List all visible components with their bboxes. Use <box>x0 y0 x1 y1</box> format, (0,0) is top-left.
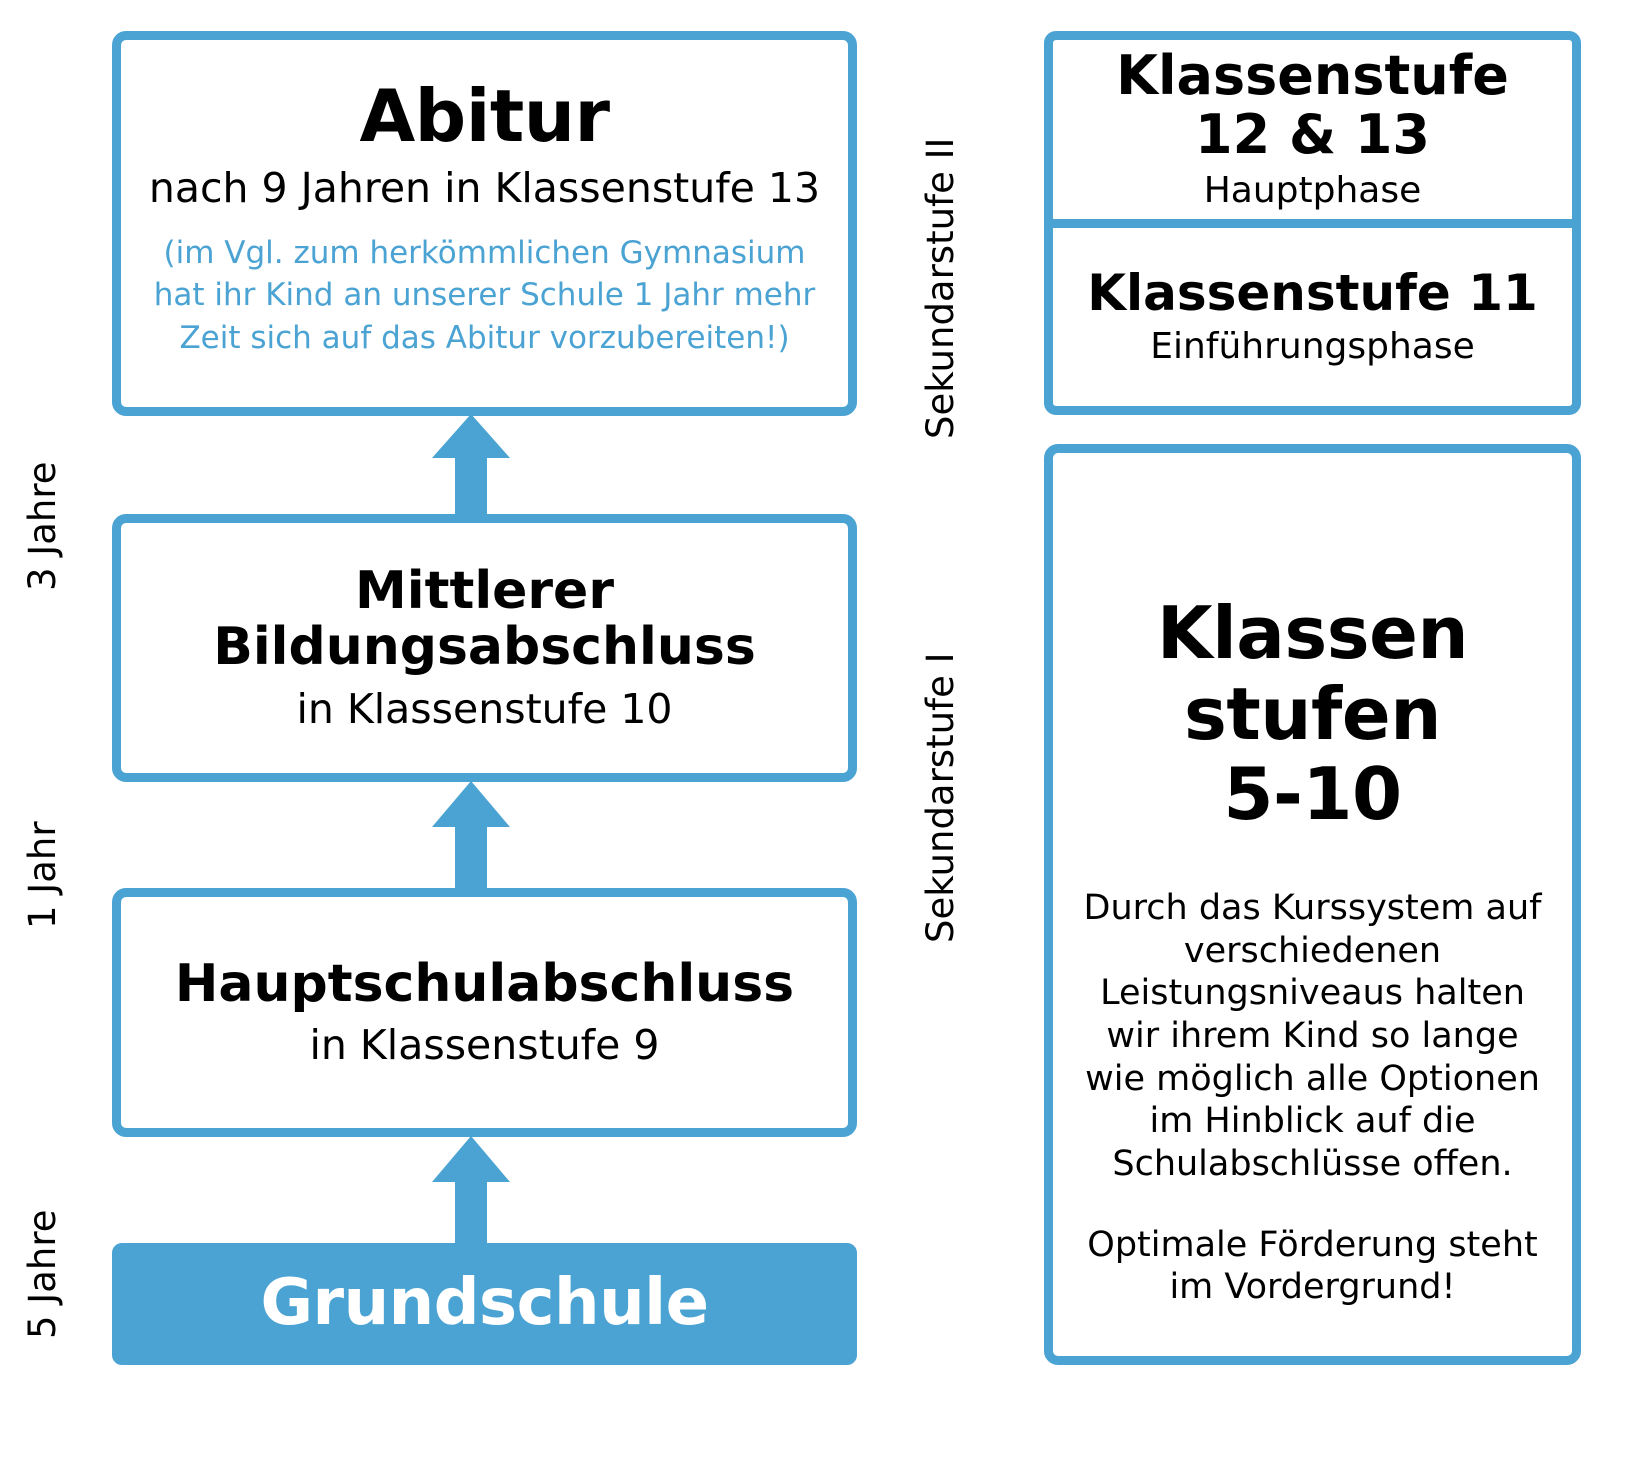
klassenstufen-description <box>1071 887 1554 1309</box>
grundschule-title: Grundschule <box>260 1266 709 1341</box>
klassenstufe-11-title: Klassenstufe 11 <box>1087 264 1538 323</box>
klassenstufe-12-13-subtitle: Hauptphase <box>1203 169 1422 211</box>
abitur-box <box>112 31 857 416</box>
abitur-subtitle: nach 9 Jahren in Klassenstufe 13 <box>148 163 821 212</box>
sekundarstufe-1-box <box>1044 444 1581 1365</box>
klassenstufe-12-13-title-line1: Klassenstufe <box>1116 44 1509 108</box>
arrow-to-mittlerer-bildungsabschluss-icon <box>432 781 510 891</box>
section-label-sekundarstufe-2: Sekundarstufe II <box>919 137 962 439</box>
klassenstufe-12-13-title-line2: 12 & 13 <box>1195 102 1430 166</box>
duration-label-5-jahre: 5 Jahre <box>21 1209 64 1339</box>
mittlerer-title-line1: Mittlerer <box>355 561 614 622</box>
klassenstufen-title-line3: 5-10 <box>1223 752 1402 837</box>
mittlerer-title-line2: Bildungsabschluss <box>213 617 756 678</box>
klassenstufen-title-line2: stufen <box>1184 671 1441 756</box>
arrow-to-hauptschulabschluss-icon <box>432 1136 510 1246</box>
klassenstufen-title-line1: Klassen <box>1156 591 1469 675</box>
mittlerer-bildungsabschluss-box <box>112 514 857 782</box>
section-label-sekundarstufe-1: Sekundarstufe I <box>919 652 962 943</box>
klassenstufe-11-section <box>1053 228 1572 407</box>
hauptschulabschluss-box <box>112 888 857 1137</box>
grundschule-box <box>112 1243 857 1365</box>
klassenstufe-11-subtitle: Einführungsphase <box>1150 326 1475 368</box>
klassenstufen-paragraph-1: Durch das Kurssystem auf verschiedenen Leistungsniveaus halten wir ihrem Kind so lange wie möglich alle Optionen im Hinblick auf die Schulabschlüsse offen. <box>1083 887 1542 1184</box>
abitur-note: (im Vgl. zum herkömmlichen Gymnasium hat ihr Kind an unserer Schule 1 Jahr mehr Zeit sich auf das Abitur vorzubereiten!) <box>153 234 816 357</box>
mittlerer-subtitle: in Klassenstufe 10 <box>296 684 673 733</box>
duration-label-1-jahr: 1 Jahr <box>21 821 64 929</box>
abitur-title: Abitur <box>359 73 610 158</box>
duration-label-3-jahre: 3 Jahre <box>21 461 64 591</box>
hauptschulabschluss-title: Hauptschulabschluss <box>174 953 795 1014</box>
klassenstufen-paragraph-2: Optimale Förderung steht im Vordergrund! <box>1087 1224 1538 1308</box>
klassenstufe-12-13-section <box>1053 40 1572 228</box>
arrow-to-abitur-icon <box>432 414 510 518</box>
hauptschulabschluss-subtitle: in Klassenstufe 9 <box>309 1021 660 1069</box>
sekundarstufe-2-box <box>1044 31 1581 415</box>
